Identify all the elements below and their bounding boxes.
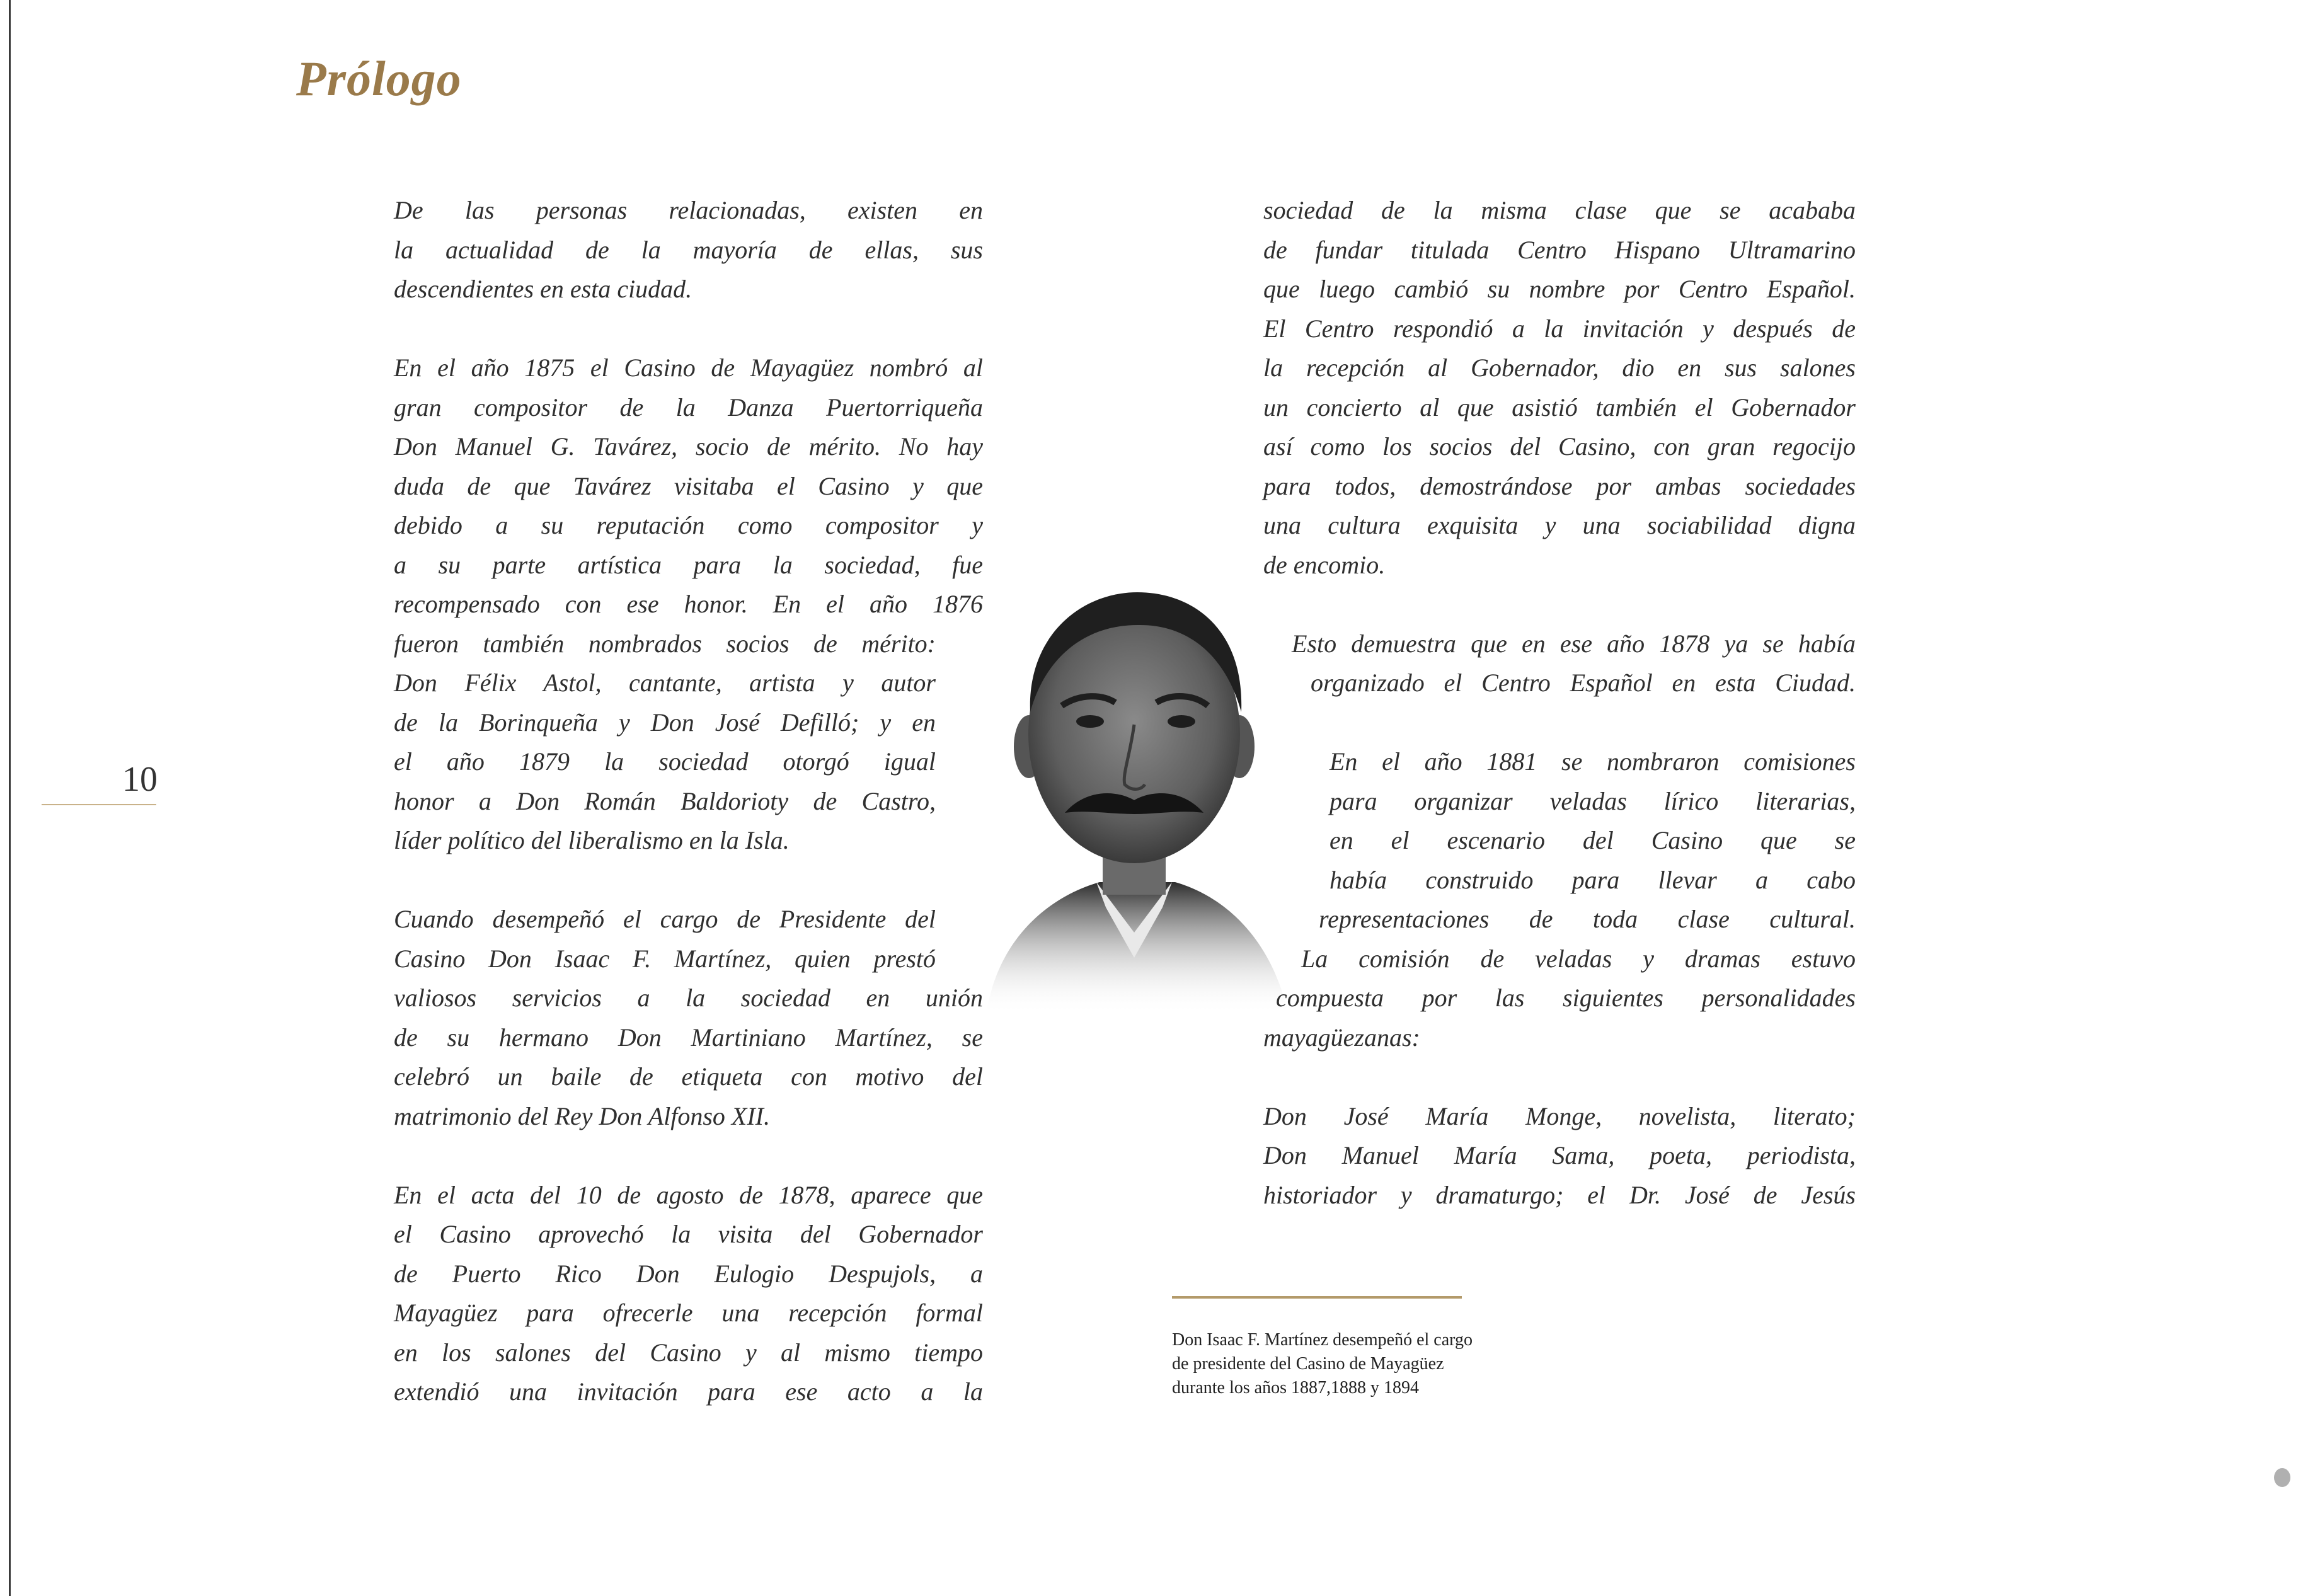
- text-line: así como los socios del Casino, con gran regocijo: [1263, 432, 1856, 461]
- left-column: [394, 191, 983, 1412]
- scan-edge-mark: [2274, 1468, 2290, 1487]
- right-column: [1263, 191, 1856, 1215]
- paragraph-7: [1263, 742, 1856, 1057]
- text-line: valiosos servicios a la sociedad en unión: [394, 984, 983, 1012]
- text-line: En el año 1881 se nombraron comisiones: [1330, 747, 1856, 776]
- text-line: la actualidad de la mayoría de ellas, sus: [394, 235, 983, 264]
- text-line: extendió una invitación para ese acto a la: [394, 1377, 983, 1406]
- caption-rule: [1172, 1296, 1462, 1299]
- text-line: celebró un baile de etiqueta con motivo del: [394, 1062, 983, 1091]
- text-line: fueron también nombrados socios de mérito:: [394, 629, 936, 658]
- text-line: duda de que Tavárez visitaba el Casino y que: [394, 471, 983, 500]
- book-spine-edge: [9, 0, 11, 1596]
- text-line: Casino Don Isaac F. Martínez, quien prestó: [394, 944, 936, 973]
- text-line: había construido para llevar a cabo: [1330, 865, 1856, 894]
- text-line: En el año 1875 el Casino de Mayagüez nombró al: [394, 353, 983, 382]
- paragraph-5: [1263, 191, 1856, 585]
- text-line: La comisión de veladas y dramas estuvo: [1301, 944, 1856, 973]
- portrait-illustration: [973, 580, 1295, 1030]
- text-line: Don Manuel G. Tavárez, socio de mérito. No hay: [394, 432, 983, 461]
- text-line: en los salones del Casino y al mismo tiempo: [394, 1338, 983, 1367]
- text-line: para todos, demostrándose por ambas sociedades: [1263, 471, 1856, 500]
- text-line: descendientes en esta ciudad.: [394, 275, 692, 303]
- paragraph-4: [394, 1176, 983, 1412]
- text-line: sociedad de la misma clase que se acababa: [1263, 196, 1856, 224]
- text-line: organizado el Centro Español en esta Ciudad.: [1311, 669, 1856, 697]
- text-line: En el acta del 10 de agosto de 1878, aparece que: [394, 1180, 983, 1209]
- text-line: de la Borinqueña y Don José Defilló; y en: [394, 708, 936, 737]
- text-line: líder político del liberalismo en la Isla.: [394, 826, 790, 854]
- text-line: una cultura exquisita y una sociabilidad digna: [1263, 511, 1856, 539]
- portrait-caption: [1172, 1328, 1613, 1400]
- paragraph-1: [394, 191, 983, 309]
- text-line: para organizar veladas lírico literarias,: [1330, 786, 1856, 815]
- text-line: Don Manuel María Sama, poeta, periodista,: [1263, 1141, 1856, 1169]
- text-line: mayagüezanas:: [1263, 1023, 1420, 1052]
- text-line: Don José María Monge, novelista, literato;: [1263, 1101, 1856, 1130]
- text-line: la recepción al Gobernador, dio en sus salones: [1263, 353, 1856, 382]
- text-line: Cuando desempeñó el cargo de Presidente del: [394, 905, 936, 933]
- text-line: historiador y dramaturgo; el Dr. José de Jesús: [1263, 1180, 1856, 1209]
- text-line: de fundar titulada Centro Hispano Ultramarino: [1263, 235, 1856, 264]
- paragraph-2: [394, 348, 983, 861]
- text-line: en el escenario del Casino que se: [1330, 826, 1856, 854]
- text-line: de encomio.: [1263, 550, 1386, 579]
- text-line: representaciones de toda clase cultural.: [1319, 905, 1856, 933]
- paragraph-3: [394, 900, 983, 1136]
- caption-line: durante los años 1887,1888 y 1894: [1172, 1378, 1419, 1398]
- paragraph-8: [1263, 1097, 1856, 1215]
- text-line: matrimonio del Rey Don Alfonso XII.: [394, 1101, 770, 1130]
- text-line: a su parte artística para la sociedad, fue: [394, 550, 983, 579]
- caption-line: Don Isaac F. Martínez desempeñó el cargo: [1172, 1330, 1473, 1350]
- text-line: de Puerto Rico Don Eulogio Despujols, a: [394, 1259, 983, 1288]
- text-line: Mayagüez para ofrecerle una recepción formal: [394, 1299, 983, 1327]
- text-line: gran compositor de la Danza Puertorriqueña: [394, 393, 983, 422]
- text-line: de su hermano Don Martiniano Martínez, se: [394, 1023, 983, 1052]
- text-line: un concierto al que asistió también el Gobernador: [1263, 393, 1856, 422]
- text-line: que luego cambió su nombre por Centro Español.: [1263, 275, 1856, 303]
- page-title: Prólogo: [296, 51, 462, 106]
- paragraph-6: [1292, 624, 1856, 703]
- text-line: el Casino aprovechó la visita del Gobernador: [394, 1220, 983, 1248]
- text-line: recompensado con ese honor. En el año 1876: [394, 590, 983, 618]
- caption-line: de presidente del Casino de Mayagüez: [1172, 1354, 1444, 1374]
- page-number: 10: [122, 760, 158, 799]
- page-number-rule: [42, 804, 156, 805]
- text-line: El Centro respondió a la invitación y después de: [1263, 314, 1856, 343]
- text-line: el año 1879 la sociedad otorgó igual: [394, 747, 936, 776]
- text-line: honor a Don Román Baldorioty de Castro,: [394, 786, 936, 815]
- text-line: Don Félix Astol, cantante, artista y autor: [394, 669, 936, 697]
- text-line: debido a su reputación como compositor y: [394, 511, 983, 539]
- text-line: compuesta por las siguientes personalidades: [1276, 984, 1856, 1012]
- text-line: De las personas relacionadas, existen en: [394, 196, 983, 224]
- text-line: Esto demuestra que en ese año 1878 ya se había: [1292, 629, 1856, 658]
